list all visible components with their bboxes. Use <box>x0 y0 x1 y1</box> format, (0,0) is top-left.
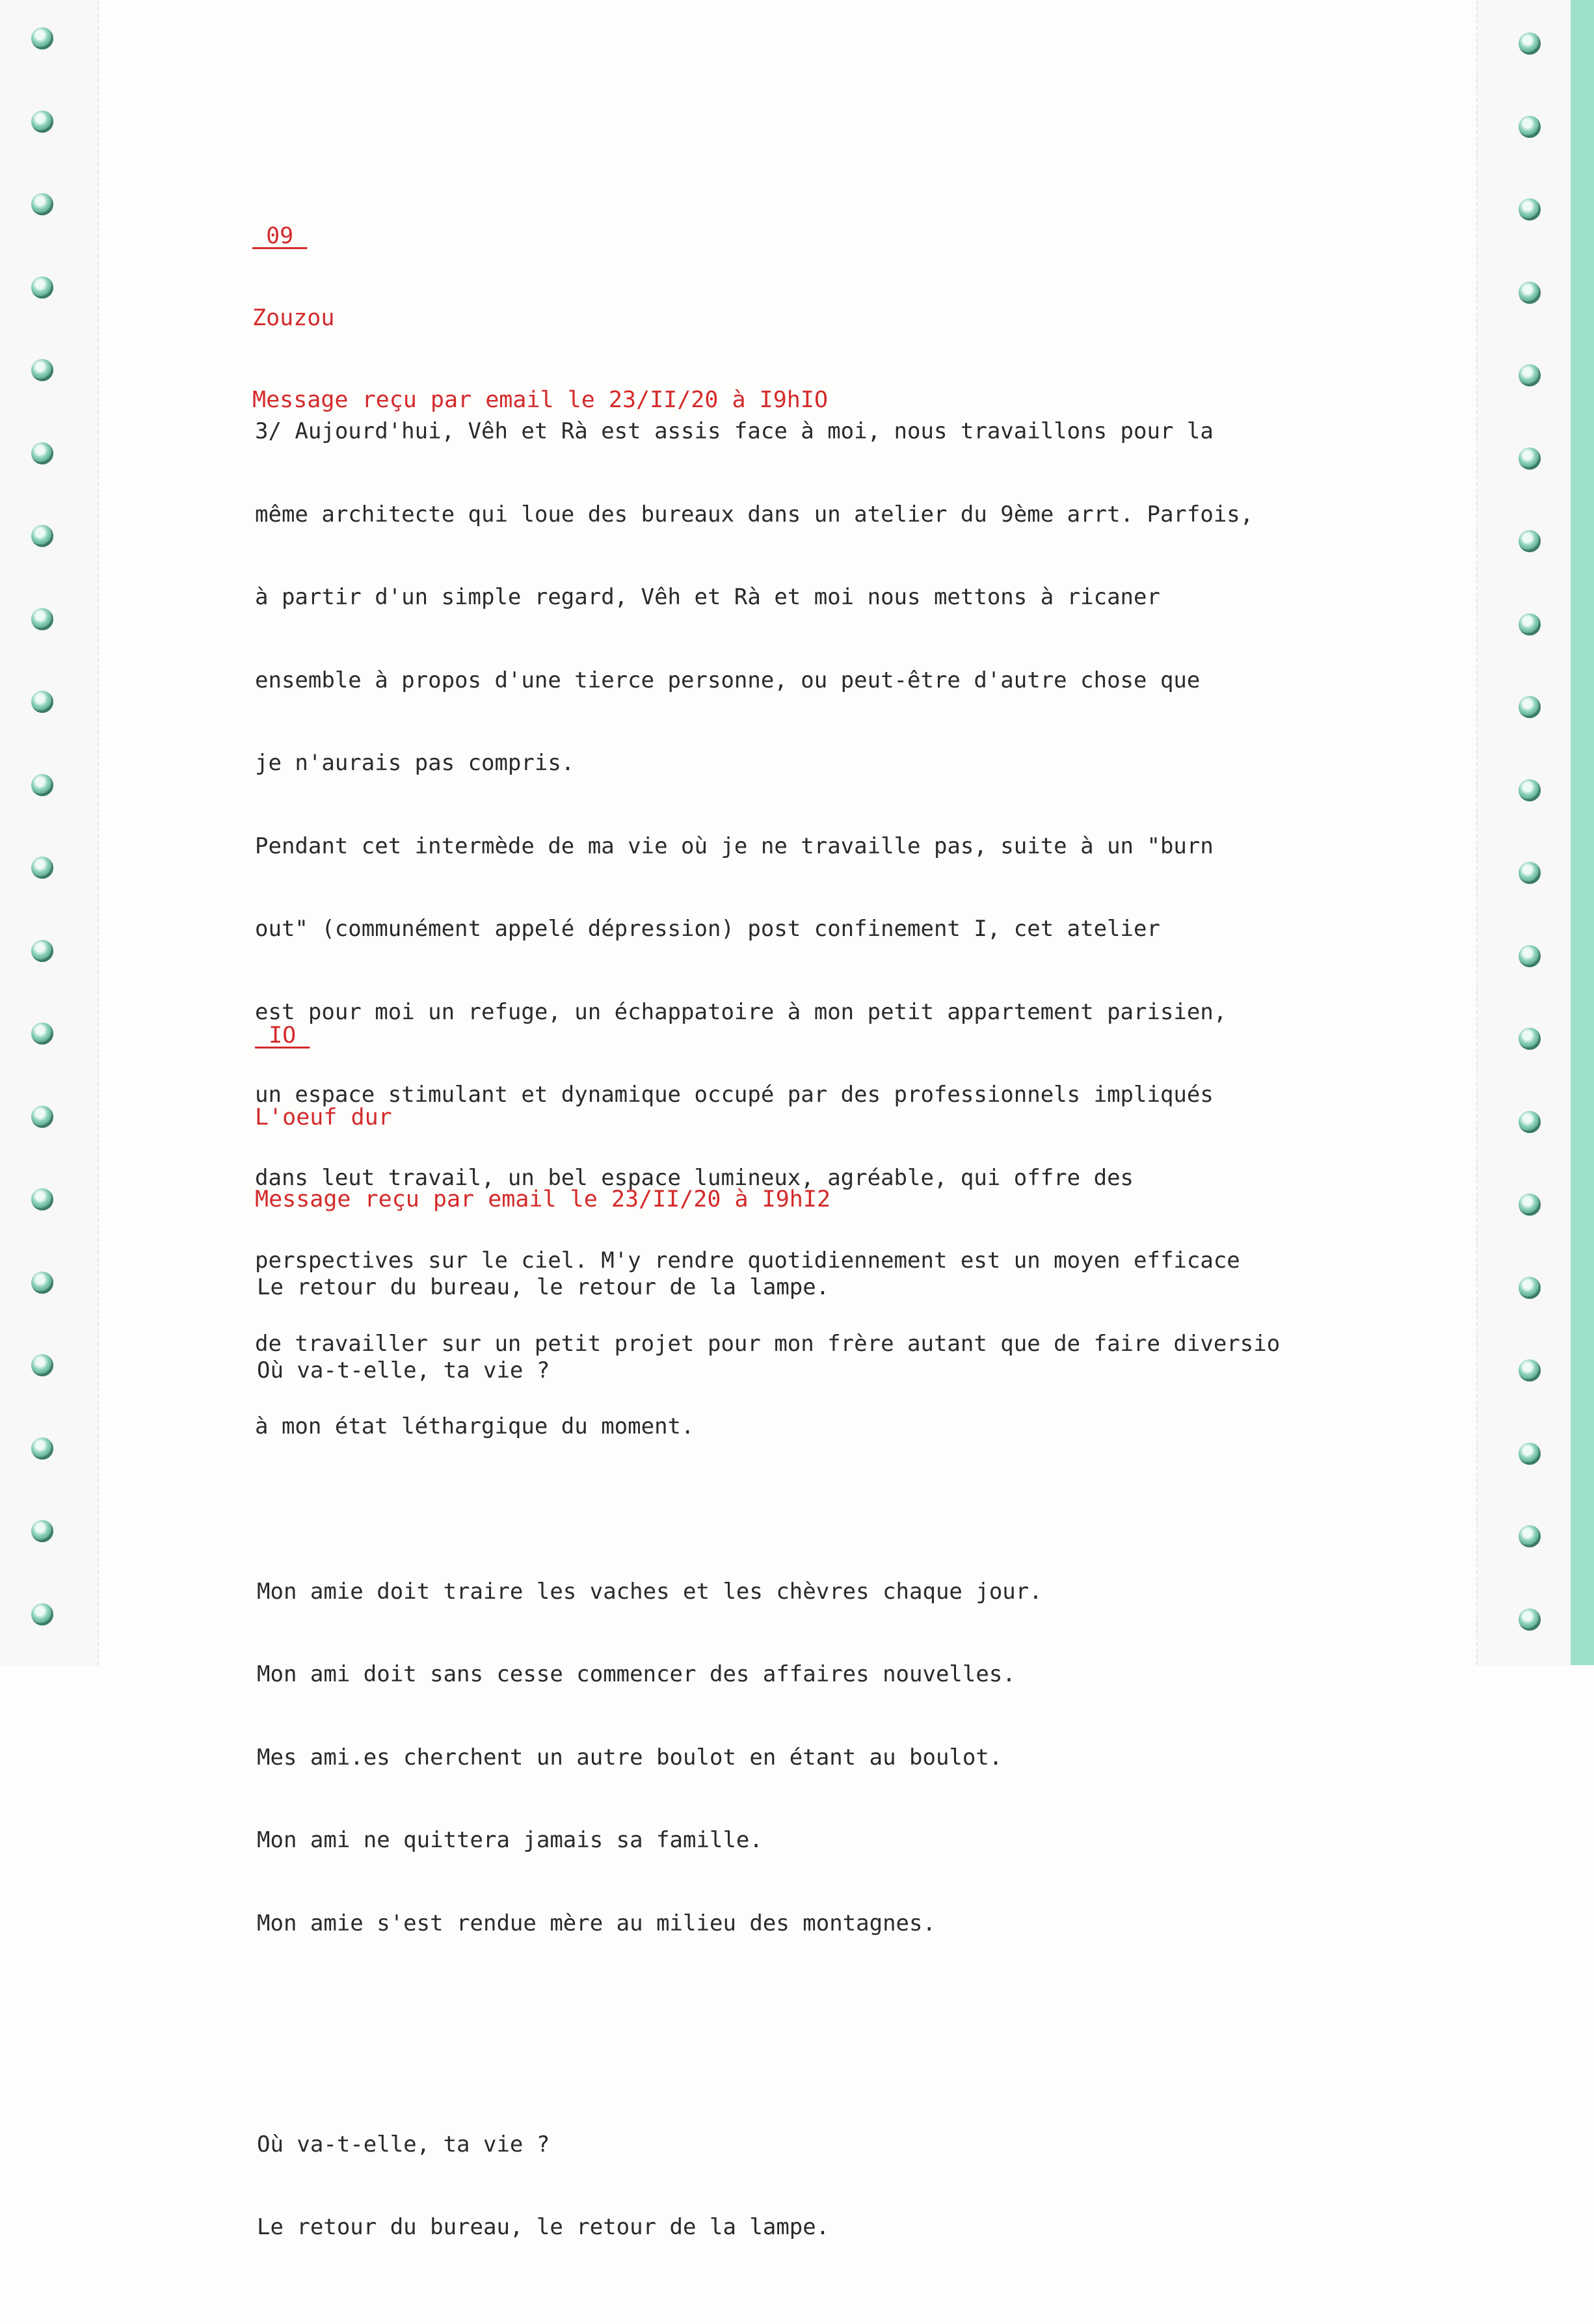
perforation-hole-icon <box>31 359 53 381</box>
paragraph-line: un espace stimulant et dynamique occupé par des professionnels impliqués <box>255 1082 1214 1108</box>
perforation-hole-icon <box>1519 1194 1541 1216</box>
poem-line: Le retour du bureau, le retour de la lampe. <box>257 1274 830 1300</box>
paragraph-line: out" (communément appelé dépression) post confinement I, cet atelier <box>255 916 1160 942</box>
poem-line: Où va-t-elle, ta vie ? <box>257 2131 550 2157</box>
section-10-poem <box>257 1163 1043 2324</box>
perforation-hole-icon <box>1519 945 1541 967</box>
poem-stanza <box>257 2076 1043 2297</box>
perforation-hole-icon <box>1519 862 1541 884</box>
paragraph-line: est pour moi un refuge, un échappatoire à mon petit appartement parisien, <box>255 998 1227 1025</box>
section-title: L'oeuf dur <box>255 1104 392 1130</box>
perforation-hole-icon <box>31 1437 53 1460</box>
section-number: _09_ <box>252 223 308 249</box>
section-title: Zouzou <box>252 305 335 331</box>
paragraph-line: 3/ Aujourd'hui, Vêh et Rà est assis face à moi, nous travaillons pour la <box>255 418 1214 444</box>
perforation-hole-icon <box>31 691 53 713</box>
perforation-hole-icon <box>31 1188 53 1210</box>
perforation-hole-icon <box>31 525 53 547</box>
perforation-hole-icon <box>1519 364 1541 386</box>
section-meta: Message reçu par email le 23/II/20 à I9hIO <box>252 387 829 413</box>
perforation-hole-icon <box>1519 1111 1541 1133</box>
perforation-hole-icon <box>31 1520 53 1542</box>
green-paper-edge <box>1571 0 1594 1665</box>
left-tractor-strip <box>0 0 99 1665</box>
right-tractor-strip <box>1476 0 1572 1665</box>
perforation-hole-icon <box>1519 1525 1541 1547</box>
perforation-hole-icon <box>1519 116 1541 138</box>
perforation-hole-icon <box>1519 447 1541 470</box>
perforation-hole-icon <box>31 608 53 630</box>
paragraph-line: ensemble à propos d'une tierce personne, ou peut-être d'autre chose que <box>255 667 1201 693</box>
paragraph-line: dans leut travail, un bel espace lumineux, agréable, qui offre des <box>255 1164 1134 1191</box>
perforation-hole-icon <box>1519 1359 1541 1382</box>
poem-line: Le retour du bureau, le retour de la lampe. <box>257 2214 830 2240</box>
section-number: _IO_ <box>255 1022 310 1048</box>
perforation-hole-icon <box>1519 696 1541 718</box>
poem-stanza <box>257 1218 1043 1439</box>
perforation-hole-icon <box>1519 1609 1541 1631</box>
perforation-hole-icon <box>31 276 53 299</box>
poem-stanza <box>257 1523 1043 1993</box>
paragraph-line: Pendant cet intermède de ma vie où je ne travaille pas, suite à un "burn <box>255 833 1214 859</box>
perforation-hole-icon <box>31 857 53 879</box>
poem-line: Où va-t-elle, ta vie ? <box>257 1357 550 1383</box>
poem-line: Mon amie doit traire les vaches et les chèvres chaque jour. <box>257 1578 1043 1605</box>
perforation-hole-icon <box>31 1354 53 1376</box>
perforation-hole-icon <box>1519 198 1541 220</box>
perforation-hole-icon <box>31 1022 53 1045</box>
paragraph-line: à partir d'un simple regard, Vêh et Rà et moi nous mettons à ricaner <box>255 584 1160 610</box>
perforation-hole-icon <box>1519 1277 1541 1299</box>
perforation-hole-icon <box>1519 779 1541 801</box>
perforation-hole-icon <box>31 1272 53 1294</box>
perforation-hole-icon <box>1519 613 1541 635</box>
poem-line: Mes ami.es cherchent un autre boulot en étant au boulot. <box>257 1744 1003 1770</box>
perforation-hole-icon <box>1519 1443 1541 1465</box>
perforation-hole-icon <box>31 774 53 796</box>
perforation-hole-icon <box>31 27 53 49</box>
perforation-hole-icon <box>1519 33 1541 55</box>
paragraph-line: je n'aurais pas compris. <box>255 750 575 776</box>
poem-line: Mon ami ne quittera jamais sa famille. <box>257 1827 763 1853</box>
perforation-hole-icon <box>31 1106 53 1128</box>
paragraph-line: à mon état léthargique du moment. <box>255 1413 695 1439</box>
poem-line: Mon amie s'est rendue mère au milieu des montagnes. <box>257 1910 936 1936</box>
poem-line: Mon ami doit sans cesse commencer des affaires nouvelles. <box>257 1661 1016 1687</box>
paragraph-line: perspectives sur le ciel. M'y rendre quotidiennement est un moyen efficace <box>255 1248 1240 1274</box>
perforation-hole-icon <box>31 193 53 215</box>
perforation-hole-icon <box>31 111 53 133</box>
perforation-hole-icon <box>1519 282 1541 304</box>
paragraph-line: même architecte qui loue des bureaux dans un atelier du 9ème arrt. Parfois, <box>255 501 1254 528</box>
perforation-hole-icon <box>1519 1028 1541 1050</box>
perforation-hole-icon <box>31 1603 53 1625</box>
paragraph-line: de travailler sur un petit projet pour mon frère autant que de faire diversio <box>255 1330 1281 1357</box>
section-meta: Message reçu par email le 23/II/20 à I9hI2 <box>255 1186 831 1212</box>
perforation-hole-icon <box>1519 530 1541 552</box>
perforation-hole-icon <box>31 442 53 464</box>
perforation-hole-icon <box>31 940 53 962</box>
